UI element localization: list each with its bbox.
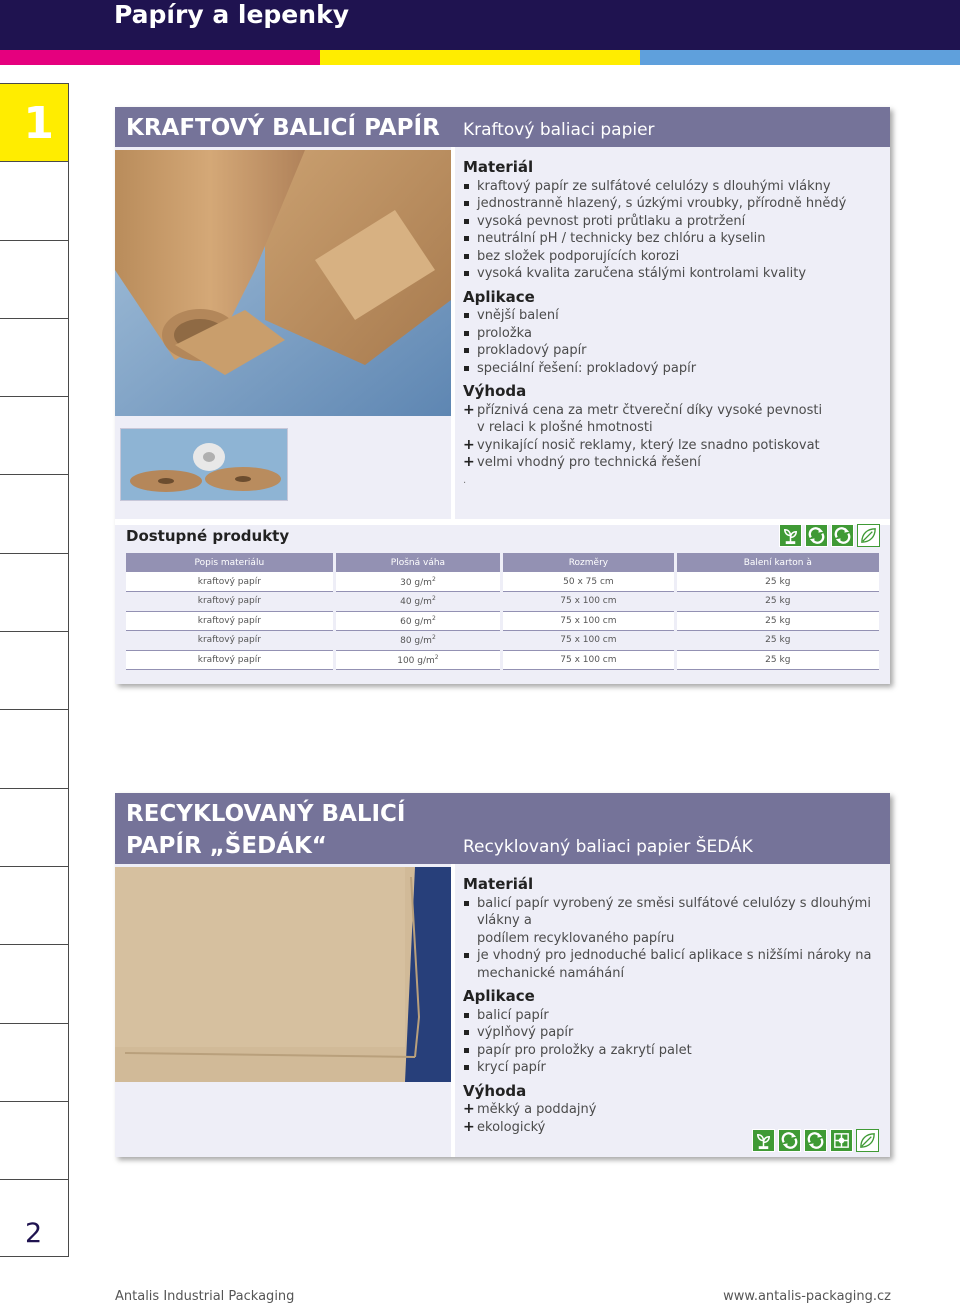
product-title-line2: PAPÍR „ŠEDÁK“ bbox=[126, 833, 327, 859]
table-cell: 25 kg bbox=[675, 631, 879, 651]
chapter-tab[interactable] bbox=[0, 788, 69, 866]
product-title: KRAFTOVÝ BALICÍ PAPÍR bbox=[126, 115, 440, 141]
table-row bbox=[126, 572, 879, 592]
unit-superscript: 2 bbox=[434, 653, 439, 661]
table-cell: 25 kg bbox=[675, 650, 879, 670]
advantage-heading: Výhoda bbox=[463, 1081, 527, 1100]
leaf-icon bbox=[856, 1129, 879, 1152]
table-cell: 50 x 75 cm bbox=[502, 572, 675, 592]
chapter-tab[interactable] bbox=[0, 1023, 69, 1101]
material-heading: Materiál bbox=[463, 158, 534, 176]
application-item: balicí papír bbox=[463, 1007, 883, 1025]
product-card-kraft bbox=[115, 107, 890, 684]
chapter-tab[interactable] bbox=[0, 1101, 69, 1179]
product-subtitle: Recyklovaný baliaci papier ŠEDÁK bbox=[463, 837, 753, 857]
card-divider bbox=[451, 864, 455, 1157]
chapter-tab-active[interactable] bbox=[0, 83, 69, 161]
kraft-rolls-thumbnail bbox=[120, 428, 288, 501]
advantage-item: + měkký a poddajný bbox=[463, 1101, 883, 1119]
material-item-continuation: mechanické namáhání bbox=[477, 965, 625, 981]
application-item: papír pro proložky a zakrytí palet bbox=[463, 1042, 883, 1060]
application-item: vnější balení bbox=[463, 307, 883, 325]
material-item: je vhodný pro jednoduché balicí aplikace s nižšími nároky na bbox=[463, 947, 883, 965]
table-cell bbox=[334, 631, 502, 651]
product-features bbox=[463, 876, 883, 1136]
chapter-tab[interactable] bbox=[0, 944, 69, 1022]
table-cell bbox=[334, 650, 502, 670]
material-item: kraftový papír ze sulfátové celulózy s dlouhými vlákny bbox=[463, 178, 883, 196]
material-item: neutrální pH / technicky bez chlóru a kyselin bbox=[463, 230, 883, 248]
unit-superscript: 2 bbox=[431, 614, 436, 622]
table-cell bbox=[334, 592, 502, 612]
weight-value: 80 g/m bbox=[400, 636, 432, 647]
application-heading: Aplikace bbox=[463, 287, 535, 306]
table-header-packaging: Balení karton à bbox=[675, 553, 879, 572]
chapter-tab[interactable] bbox=[0, 631, 69, 709]
table-row bbox=[126, 631, 879, 651]
chapter-tab[interactable] bbox=[0, 474, 69, 552]
page-number: 2 bbox=[25, 1218, 43, 1249]
card-header bbox=[115, 793, 890, 864]
table-row bbox=[126, 650, 879, 670]
footer-website-link[interactable]: www.antalis-packaging.cz bbox=[723, 1289, 891, 1304]
application-item: speciální řešení: prokladový papír bbox=[463, 360, 883, 378]
application-item: prokladový papír bbox=[463, 342, 883, 360]
chapter-tab[interactable] bbox=[0, 161, 69, 239]
page-section-title: Papíry a lepenky bbox=[114, 0, 349, 29]
section-separator bbox=[115, 519, 890, 525]
unit-superscript: 2 bbox=[431, 595, 436, 603]
table-cell: 75 x 100 cm bbox=[502, 650, 675, 670]
application-item: krycí papír bbox=[463, 1059, 883, 1077]
footer-company: Antalis Industrial Packaging bbox=[115, 1289, 295, 1304]
chapter-tab[interactable] bbox=[0, 709, 69, 787]
header-stripe-blue bbox=[640, 50, 960, 65]
material-heading: Materiál bbox=[463, 875, 534, 893]
recycle-icon bbox=[778, 1129, 801, 1152]
table-cell: kraftový papír bbox=[126, 572, 334, 592]
weight-value: 60 g/m bbox=[400, 616, 432, 627]
product-subtitle: Kraftový baliaci papier bbox=[463, 120, 655, 140]
material-item: bez složek podporujících korozi bbox=[463, 248, 883, 266]
material-item: vysoká kvalita zaručena stálými kontrolami kvality bbox=[463, 265, 883, 283]
recycle-icon bbox=[805, 524, 828, 547]
header-stripe-pink bbox=[0, 50, 320, 65]
advantage-item-continuation: v relaci k plošné hmotnosti bbox=[477, 420, 653, 435]
material-item: jednostranně hlazený, s úzkými vroubky, přírodně hnědý bbox=[463, 195, 883, 213]
product-features bbox=[463, 159, 883, 489]
application-heading: Aplikace bbox=[463, 987, 535, 1005]
weight-value: 40 g/m bbox=[400, 597, 432, 608]
material-item: balicí papír vyrobený ze směsi sulfátové celulózy s dlouhými vlákny a bbox=[463, 895, 883, 930]
advantage-item: + příznivá cena za metr čtvereční díky vysoké pevnosti bbox=[463, 402, 883, 420]
plant-icon bbox=[779, 524, 802, 547]
eco-icons bbox=[752, 1129, 879, 1152]
advantage-item: + vynikající nosič reklamy, který lze snadno potiskovat bbox=[463, 437, 883, 455]
table-header-dimensions: Rozměry bbox=[502, 553, 675, 572]
advantage-heading: Výhoda bbox=[463, 382, 527, 400]
material-item: vysoká pevnost proti průtlaku a protržení bbox=[463, 213, 883, 231]
table-cell: kraftový papír bbox=[126, 650, 334, 670]
table-cell: kraftový papír bbox=[126, 631, 334, 651]
advantage-item: + ekologický bbox=[463, 1119, 883, 1137]
product-card-recycled bbox=[115, 793, 890, 1157]
table-cell: kraftový papír bbox=[126, 611, 334, 631]
table-cell bbox=[334, 572, 502, 592]
header-stripe-yellow bbox=[320, 50, 640, 65]
table-cell: 75 x 100 cm bbox=[502, 592, 675, 612]
chapter-tab[interactable] bbox=[0, 318, 69, 396]
chapter-tab-number: 1 bbox=[23, 98, 54, 149]
product-title-line1: RECYKLOVANÝ BALICÍ bbox=[126, 801, 406, 827]
material-item-continuation: podílem recyklovaného papíru bbox=[477, 930, 675, 946]
table-cell: kraftový papír bbox=[126, 592, 334, 612]
recycled-paper-photo bbox=[115, 867, 451, 1082]
chapter-tab[interactable] bbox=[0, 866, 69, 944]
products-table bbox=[126, 553, 879, 670]
weight-value: 30 g/m bbox=[400, 577, 432, 588]
application-item: proložka bbox=[463, 325, 883, 343]
unit-superscript: 2 bbox=[431, 634, 436, 642]
plant-icon bbox=[752, 1129, 775, 1152]
recycle-icon bbox=[804, 1129, 827, 1152]
advantage-item: + velmi vhodný pro technická řešení bbox=[463, 454, 883, 472]
recycle-icon bbox=[831, 524, 854, 547]
application-item: výplňový papír bbox=[463, 1024, 883, 1042]
table-cell: 75 x 100 cm bbox=[502, 631, 675, 651]
eco-icons bbox=[779, 524, 880, 547]
kraft-paper-photo bbox=[115, 150, 451, 416]
table-header-description: Popis materiálu bbox=[126, 553, 334, 572]
chapter-tab[interactable] bbox=[0, 553, 69, 631]
table-cell: 25 kg bbox=[675, 572, 879, 592]
trailing-dot: . bbox=[463, 474, 467, 486]
table-row bbox=[126, 592, 879, 612]
table-cell bbox=[334, 611, 502, 631]
weight-value: 100 g/m bbox=[397, 655, 435, 666]
table-header-weight: Plošná váha bbox=[334, 553, 502, 572]
products-heading: Dostupné produkty bbox=[126, 527, 290, 545]
chapter-tab[interactable] bbox=[0, 240, 69, 318]
grid-icon bbox=[830, 1129, 853, 1152]
card-header bbox=[115, 107, 890, 147]
card-divider bbox=[451, 147, 455, 519]
chapter-tabs bbox=[0, 83, 69, 1257]
table-cell: 25 kg bbox=[675, 611, 879, 631]
table-row bbox=[126, 611, 879, 631]
chapter-tab[interactable] bbox=[0, 396, 69, 474]
leaf-icon bbox=[857, 524, 880, 547]
table-cell: 25 kg bbox=[675, 592, 879, 612]
unit-superscript: 2 bbox=[431, 575, 436, 583]
table-cell: 75 x 100 cm bbox=[502, 611, 675, 631]
